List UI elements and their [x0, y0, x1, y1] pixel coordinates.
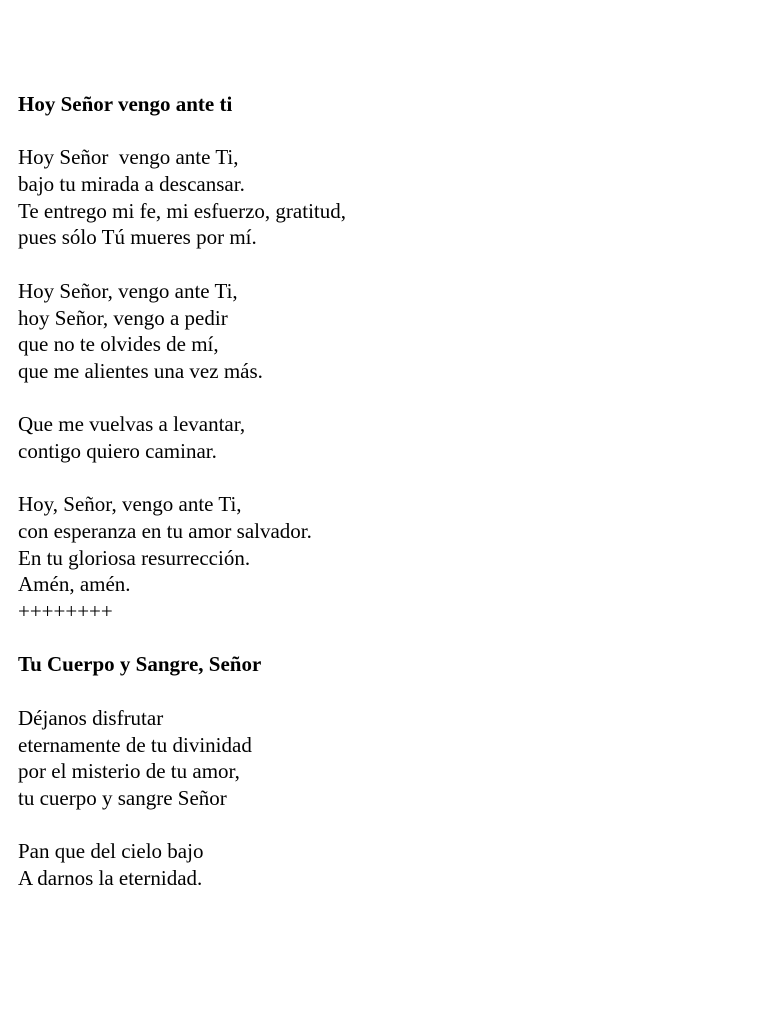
verse-line: que no te olvides de mí,	[18, 332, 219, 357]
blank-line	[18, 625, 748, 652]
stanza	[18, 705, 748, 812]
blank-line	[18, 251, 748, 278]
verse-line: A darnos la eternidad.	[18, 865, 203, 890]
song-title: Tu Cuerpo y Sangre, Señor	[18, 652, 262, 677]
stanza	[18, 491, 748, 624]
section-separator: ++++++++	[18, 599, 113, 624]
verse-line: eternamente de tu divinidad	[18, 732, 252, 757]
blank-line	[18, 465, 748, 492]
stanza	[18, 278, 748, 385]
verse-line: Hoy, Señor, vengo ante Ti,	[18, 492, 242, 517]
verse-line: con esperanza en tu amor salvador.	[18, 519, 312, 543]
verse-line: En tu gloriosa resurrección.	[18, 545, 251, 570]
verse-line: Amén, amén.	[18, 572, 131, 597]
verse-line: pues sólo Tú mueres por mí.	[18, 225, 257, 250]
verse-line: Déjanos disfrutar	[18, 705, 164, 730]
verse-line: contigo quiero caminar.	[18, 438, 217, 463]
stanza	[18, 838, 748, 891]
blank-line	[18, 385, 748, 412]
document-page	[18, 91, 748, 892]
blank-line	[18, 812, 748, 839]
blank-line	[18, 118, 748, 145]
verse-line: Hoy Señor, vengo ante Ti,	[18, 278, 238, 303]
verse-line: Te entrego mi fe, mi esfuerzo, gratitud,	[18, 198, 346, 223]
stanza	[18, 411, 748, 464]
verse-line: que me alientes una vez más.	[18, 358, 263, 383]
verse-line: Pan que del cielo bajo	[18, 839, 204, 864]
stanza	[18, 144, 748, 251]
song-title: Hoy Señor vengo ante ti	[18, 92, 233, 116]
verse-line: Hoy Señor vengo ante Ti,	[18, 145, 239, 170]
verse-line: tu cuerpo y sangre Señor	[18, 785, 227, 810]
verse-line: bajo tu mirada a descansar.	[18, 172, 245, 197]
verse-line: por el misterio de tu amor,	[18, 759, 240, 784]
verse-line: Que me vuelvas a levantar,	[18, 412, 246, 437]
verse-line: hoy Señor, vengo a pedir	[18, 305, 228, 330]
blank-line	[18, 678, 748, 705]
